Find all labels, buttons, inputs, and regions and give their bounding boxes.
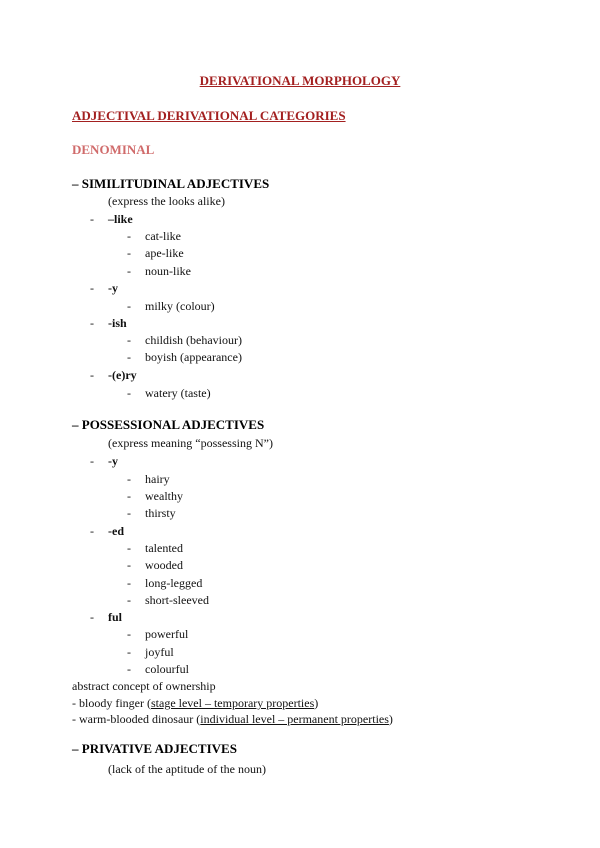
bullet-dash: - — [90, 454, 94, 468]
example-item: wooded — [145, 558, 183, 572]
example-item: short-sleeved — [145, 593, 209, 607]
example-text: ) — [388, 712, 393, 726]
bullet-dash: - — [90, 524, 94, 538]
similitudinal-note: (express the looks alike) — [108, 194, 225, 208]
suffix-ery: -(e)ry — [108, 368, 137, 382]
bullet-dash: - — [90, 610, 94, 624]
example-item: noun-like — [145, 264, 191, 278]
abstract-note: abstract concept of ownership — [72, 679, 216, 693]
possessional-title: – POSSESSIONAL ADJECTIVES — [72, 417, 265, 432]
bullet-dash: - — [127, 350, 131, 364]
bullet-dash: - — [127, 627, 131, 641]
bullet-dash: - — [127, 662, 131, 676]
possessional-note: (express meaning “possessing N”) — [108, 436, 273, 450]
example-item: talented — [145, 541, 183, 555]
suffix-like: –like — [108, 212, 133, 226]
example-item: wealthy — [145, 489, 183, 503]
bullet-dash: - — [127, 506, 131, 520]
example-warm-blooded — [72, 712, 393, 726]
bullet-dash: - — [127, 489, 131, 503]
suffix-y: -y — [108, 281, 118, 295]
document-title: DERIVATIONAL MORPHOLOGY — [199, 73, 401, 88]
example-item: thirsty — [145, 506, 176, 520]
bullet-dash: - — [127, 229, 131, 243]
example-text: ) — [314, 696, 319, 710]
bullet-dash: - — [90, 212, 94, 226]
example-item: milky (colour) — [145, 299, 215, 313]
suffix-y: -y — [108, 454, 118, 468]
similitudinal-title: – SIMILITUDINAL ADJECTIVES — [72, 176, 270, 191]
example-item: ape-like — [145, 246, 184, 260]
bullet-dash: - — [127, 576, 131, 590]
bullet-dash: - — [90, 281, 94, 295]
bullet-dash: - — [127, 333, 131, 347]
example-text: - warm-blooded dinosaur ( — [72, 712, 201, 726]
bullet-dash: - — [127, 386, 131, 400]
example-item: colourful — [145, 662, 189, 676]
example-item: long-legged — [145, 576, 203, 590]
subheading-denominal: DENOMINAL — [72, 142, 155, 157]
example-text: - bloody finger ( — [72, 696, 151, 710]
example-bloody-finger — [72, 696, 318, 710]
example-item: powerful — [145, 627, 189, 641]
example-item: boyish (appearance) — [145, 350, 242, 364]
bullet-dash: - — [127, 558, 131, 572]
suffix-ish: -ish — [108, 316, 127, 330]
suffix-ed: -ed — [108, 524, 124, 538]
bullet-dash: - — [127, 299, 131, 313]
bullet-dash: - — [90, 316, 94, 330]
bullet-dash: - — [127, 264, 131, 278]
bullet-dash: - — [127, 593, 131, 607]
bullet-dash: - — [127, 246, 131, 260]
bullet-dash: - — [90, 368, 94, 382]
example-item: hairy — [145, 472, 170, 486]
section-heading: ADJECTIVAL DERIVATIONAL CATEGORIES — [72, 108, 346, 123]
example-item: childish (behaviour) — [145, 333, 242, 347]
privative-title: – PRIVATIVE ADJECTIVES — [72, 741, 237, 756]
privative-note: (lack of the aptitude of the noun) — [108, 762, 266, 776]
bullet-dash: - — [127, 472, 131, 486]
suffix-ful: ful — [108, 610, 123, 624]
bullet-dash: - — [127, 645, 131, 659]
example-item: cat-like — [145, 229, 181, 243]
example-item: joyful — [145, 645, 174, 659]
stage-level-text: stage level – temporary properties — [150, 696, 315, 710]
example-item: watery (taste) — [145, 386, 211, 400]
individual-level-text: individual level – permanent properties — [200, 712, 389, 726]
bullet-dash: - — [127, 541, 131, 555]
